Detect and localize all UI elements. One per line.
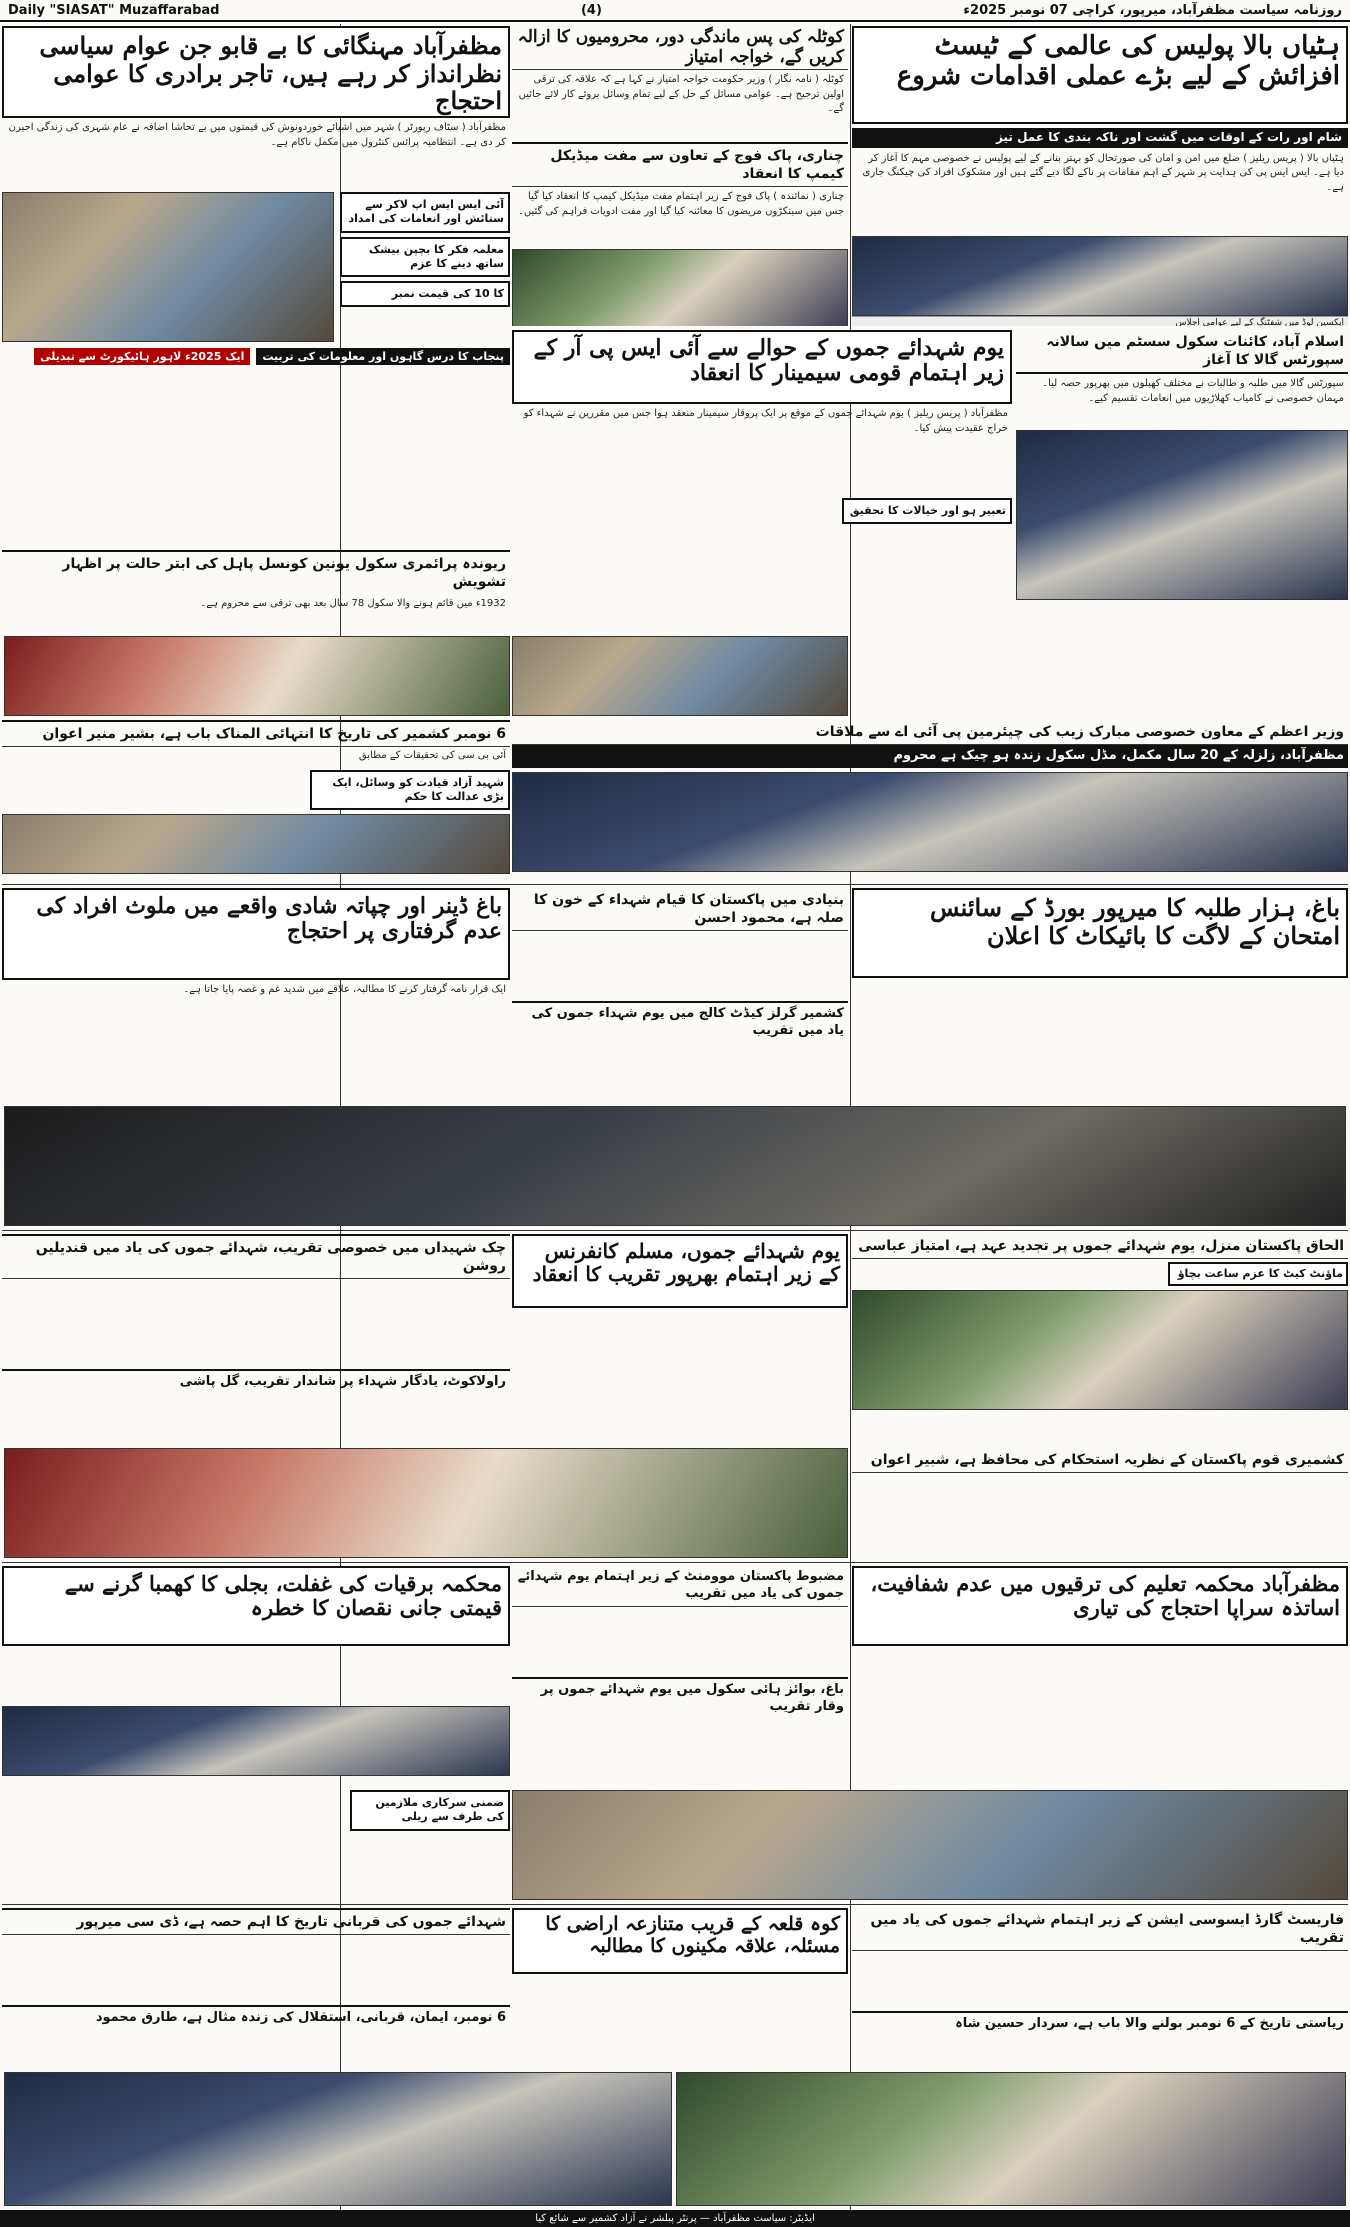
headline: یوم شہدائے جموں، مسلم کانفرنس کے زیر اہتمام بھرپور تقریب کا انعقاد	[512, 1234, 848, 1308]
headline: الحاق پاکستان منزل، یوم شہدائے جموں پر تجدید عہد ہے، امتیاز عباسی	[852, 1234, 1348, 1259]
story-muzaffarabad-inflation	[2, 26, 510, 546]
subheadline: 6 نومبر، ایمان، قربانی، استقلال کی زندہ مثال ہے، طارق محمود	[2, 2005, 510, 2030]
sidebar-boxes	[340, 192, 510, 342]
photo-officials	[2, 1706, 510, 1776]
row-rule	[2, 1230, 1348, 1231]
photo-meeting	[852, 236, 1348, 316]
story-education-dept	[852, 1566, 1348, 1786]
page-number: (4)	[580, 2, 602, 18]
story-body-2: چناری ( نمائندہ ) پاک فوج کے زیر اہتمام مفت میڈیکل کیمپ کا انعقاد کیا گیا جس میں سینکڑوں مریضوں کا معائنہ کیا گیا اور مفت ادویات فراہم کی گئیں۔	[518, 191, 844, 217]
headline: باغ ڈینر اور چپاتہ شادی واقعے میں ملوث افراد کی عدم گرفتاری پر احتجاج	[2, 888, 510, 980]
info-box: تعبیر ہو اور خیالات کا تحقیق	[842, 498, 1012, 524]
photo-students-hall	[512, 1790, 1348, 1900]
headline: باغ، ہزار طلبہ کا میرپور بورڈ کے سائنس امتحان کے لاگت کا بائیکاٹ کا اعلان	[852, 888, 1348, 978]
subheadline: شام اور رات کے اوقات میں گشت اور ناکہ بندی کا عمل تیز	[852, 128, 1348, 148]
photo-medical-camp	[512, 249, 848, 326]
headline: اسلام آباد، کائنات سکول سسٹم میں سالانہ سپورٹس گالا کا آغاز	[1016, 330, 1348, 374]
story-sub: آئی بی سی کی تحقیقات کے مطابق	[358, 750, 506, 762]
story-body: مظفرآباد ( سٹاف رپورٹر ) شہر میں اشیائے خوردونوش کی قیمتوں میں بے تحاشا اضافہ نے عام شہری کی زندگی اجیرن کر دی ہے۔ انتظامیہ پرائس کنٹرول میں مکمل ناکام ہے۔	[8, 122, 506, 148]
subheadline: راولاکوٹ، یادگار شہداء پر شاندار تقریب، گل پاشی	[2, 1369, 510, 1394]
masthead-left: Daily "SIASAT" Muzaffarabad	[8, 2, 220, 18]
headline: محکمہ برقیات کی غفلت، بجلی کا کھمبا گرنے سے قیمتی جانی نقصان کا خطرہ	[2, 1566, 510, 1646]
headline: 6 نومبر کشمیر کی تاریخ کا انتہائی المناک باب ہے، بشیر منیر اعوان	[2, 720, 510, 747]
story-pakistan-martyrs	[512, 888, 848, 1102]
story-body	[512, 931, 848, 1001]
story-body	[2, 1279, 510, 1369]
story-body	[512, 1974, 848, 2054]
story-body	[512, 1308, 848, 1428]
story-6-november	[2, 720, 510, 880]
headline: مظفرآباد محکمہ تعلیم کی ترقیوں میں عدم شفافیت، اساتذہ سراپا احتجاج کی تیاری	[852, 1566, 1348, 1646]
photo-speakers	[4, 1448, 848, 1558]
story-strong-pakistan	[512, 1566, 848, 1786]
story-board-boycott	[852, 888, 1348, 1102]
story-body: سپورٹس گالا میں طلبہ و طالبات نے مختلف کھیلوں میں بھرپور حصہ لیا۔ مہمان خصوصی نے کامیاب کھلاڑیوں میں انعامات تقسیم کیے۔	[1042, 378, 1344, 404]
masthead	[0, 0, 1350, 22]
photo-elders	[2, 814, 510, 874]
story-body	[512, 1607, 848, 1677]
story-sports-gala	[1016, 330, 1348, 630]
story-abbasi	[852, 1234, 1348, 1444]
story-hattian-police	[852, 26, 1348, 326]
info-box-2: معلمہ فکر کا بچپن بیشک ساتھ دینے کا عزم	[340, 237, 510, 278]
info-box-3: کا 10 کی قیمت نمبر	[340, 281, 510, 307]
subheadline: باغ، بوائز ہائی سکول میں یوم شہدائے جموں پر وقار تقریب	[512, 1677, 848, 1719]
story-ravinda-school	[2, 550, 510, 632]
subheadline: کشمیر گرلز کیڈٹ کالج میں یوم شہداء جموں کی یاد میں تقریب	[512, 1001, 848, 1043]
row-rule	[2, 884, 1348, 885]
story-forest-guards	[852, 1908, 1348, 2068]
headline: مضبوط پاکستان موومنٹ کے زیر اہتمام یوم شہدائے جموں کی یاد میں تقریب	[512, 1566, 848, 1607]
headline: بنیادی میں پاکستان کا قیام شہداء کے خون کا صلہ ہے، محمود احسن	[512, 888, 848, 931]
info-box-1: آئی ایس ایس اپ لاکر سے ستائش اور انعامات کی امداد	[340, 192, 510, 233]
story-body	[852, 1473, 1348, 1553]
story-bagh-protest	[2, 888, 510, 1102]
photo-group	[512, 772, 1348, 872]
row-rule	[2, 1562, 1348, 1563]
story-body: 1932ء میں قائم ہونے والا سکول 78 سال بعد بھی ترقی سے محروم ہے۔	[200, 598, 506, 610]
note-badge: پنجاب کا درس گاہوں اور معلومات کی تربیت	[256, 348, 510, 365]
headline: کوہ قلعہ کے قریب متنازعہ اراضی کا مسئلہ، علاقہ مکینوں کا مطالبہ	[512, 1908, 848, 1974]
story-shabbir-awan	[852, 1448, 1348, 1558]
row-rule	[2, 1904, 1348, 1905]
headline: کشمیری قوم پاکستان کے نظریہ استحکام کی محافظ ہے، شبیر اعوان	[852, 1448, 1348, 1473]
headline: چک شہیداں میں خصوصی تقریب، شہدائے جموں کی یاد میں قندیلیں روشن	[2, 1234, 510, 1279]
photo-caption: ایکسین لوڈ میں شفٹنگ کے لیے عوامی اجلاس	[852, 316, 1348, 326]
info-box: شہید آزاد قیادت کو وسائل، ایک بڑی عدالت کا حکم	[310, 770, 510, 811]
photo-rally	[852, 1290, 1348, 1410]
story-body	[852, 978, 1348, 1088]
photo-students-assembly	[4, 636, 510, 716]
story-chak-shaheedan	[2, 1234, 510, 1444]
headline: مظفرآباد مہنگائی کا بے قابو جن عوام سیاسی نظرانداز کر رہے ہیں، تاجر برادری کا عوامی احتجاج	[2, 26, 510, 118]
story-seminar	[512, 330, 1012, 630]
story-koh-qila	[512, 1908, 848, 2068]
headline: یوم شہدائے جموں کے حوالے سے آئی ایس پی آر کے زیر اہتمام قومی سیمینار کا انعقاد	[512, 330, 1012, 404]
story-body	[852, 1646, 1348, 1776]
headline: ہٹیاں بالا پولیس کی عالمی کے ٹیسٹ افزائش کے لیے بڑے عملی اقدامات شروع	[852, 26, 1348, 124]
info-box: ماؤنٹ کیٹ کا عزم ساعت بچاؤ	[1168, 1262, 1348, 1286]
story-pia-meeting	[512, 720, 1348, 880]
footer: ایڈیٹر: سیاست مظفرآباد — پرنٹر پبلشر نے آزاد کشمیر سے شائع کیا	[0, 2210, 1350, 2227]
note-badge-2: ایک 2025ء لاہور ہائیکورٹ سے تبدیلی	[34, 348, 250, 365]
story-body: ہٹیاں بالا ( پریس ریلیز ) ضلع میں امن و امان کی صورتحال کو بہتر بنانے کے لیے پولیس نے خصوصی مہم کا آغاز کر دیا ہے۔ ایس ایس پی کی ہدایت پر شہر کے اہم مقامات پر ناکے لگا دیے گئے ہیں اور مشکوک افراد کی چیکنگ جاری ہے۔	[862, 152, 1344, 193]
story-body	[2, 1646, 510, 1706]
story-muslim-conference	[512, 1234, 848, 1444]
subheadline: ریاستی تاریخ کے 6 نومبر بولنے والا باب ہے، سردار حسین شاہ	[852, 2011, 1348, 2036]
photo-office-meeting	[2, 192, 334, 342]
story-electricity	[2, 1566, 510, 1786]
story-kotla	[512, 26, 848, 326]
photo-police-officers	[4, 1106, 1346, 1226]
story-body: ایک قرار نامہ گرفتار کرنے کا مطالبہ، علاقے میں شدید غم و غصہ پایا جاتا ہے۔	[183, 984, 506, 995]
story-body: کوٹلہ ( نامہ نگار ) وزیر حکومت خواجہ امتیاز نے کہا ہے کہ علاقہ کی ترقی اولین ترجیح ہے۔ عوامی مسائل کے حل کے لیے تمام وسائل بروئے کار لائے جائیں گے۔	[518, 74, 844, 115]
story-govt-rally	[2, 1790, 510, 1900]
info-box: ضمنی سرکاری ملازمین کی طرف سے ریلی	[350, 1790, 510, 1831]
subheadline: چناری، پاک فوج کے تعاون سے مفت میڈیکل کیمپ کا انعقاد	[512, 142, 848, 187]
subheadline: مظفرآباد، زلزلہ کے 20 سال مکمل، مڈل سکول زندہ ہو چیک ہے محروم	[512, 745, 1348, 768]
masthead-right: روزنامہ سیاست مظفرآباد، میرپور، کراچی 07 نومبر 2025ء	[963, 2, 1342, 18]
headline: شہدائے جموں کی قربانی تاریخ کا اہم حصہ ہے، ڈی سی میرپور	[2, 1908, 510, 1935]
photo-bottom-left	[4, 2072, 672, 2206]
photo-seminar-guests	[512, 636, 848, 716]
story-dc-mirpur	[2, 1908, 510, 2068]
headline: فاریسٹ گارڈ ایسوسی ایشن کے زیر اہتمام شہدائے جموں کی یاد میں تقریب	[852, 1908, 1348, 1951]
photo-sports-gala	[1016, 430, 1348, 600]
headline: وزیر اعظم کے معاون خصوصی مبارک زیب کی چیئرمین پی آئی اے سے ملاقات	[512, 720, 1348, 745]
headline: ریوندہ پرائمری سکول یونین کونسل پاہل کی ابتر حالت پر اظہار تشویش	[2, 550, 510, 594]
story-body	[2, 1935, 510, 2005]
story-body	[852, 1951, 1348, 2011]
photo-bottom-right	[676, 2072, 1346, 2206]
headline: کوٹلہ کی پس ماندگی دور، محرومیوں کا ازالہ کریں گے، خواجہ امتیاز	[512, 26, 848, 70]
story-body: مظفرآباد ( پریس ریلیز ) یوم شہدائے جموں کے موقع پر ایک پروقار سیمینار منعقد ہوا جس میں مقررین نے شہداء کو خراج عقیدت پیش کیا۔	[523, 408, 1008, 434]
